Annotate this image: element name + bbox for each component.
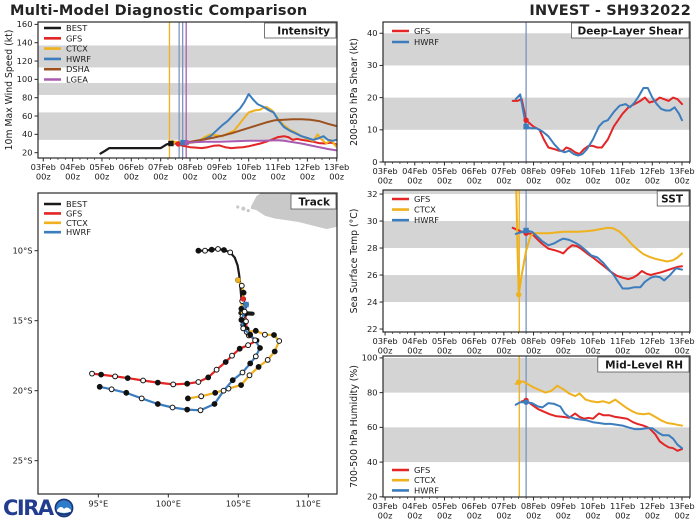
legend-label-best: BEST bbox=[66, 199, 88, 209]
x-tick-sublabel: 00z bbox=[644, 510, 660, 521]
x-tick-label: 08Feb bbox=[177, 162, 203, 172]
x-tick-sublabel: 00z bbox=[299, 171, 315, 182]
x-tick-sublabel: 00z bbox=[211, 171, 227, 182]
x-tick-sublabel: 00z bbox=[466, 175, 482, 186]
x-tick-sublabel: 00z bbox=[496, 175, 512, 186]
x-tick-label: 04Feb bbox=[402, 166, 428, 176]
x-tick-sublabel: 00z bbox=[674, 345, 690, 356]
figure-title: Multi-Model Diagnostic Comparison bbox=[10, 3, 308, 19]
legend-label-gfs: GFS bbox=[66, 33, 83, 44]
x-tick-label: 03Feb bbox=[30, 162, 56, 172]
init-marker-ctcx bbox=[516, 380, 521, 385]
y-tick-label: 20 bbox=[366, 491, 378, 502]
x-tick-label: 95°E bbox=[88, 498, 109, 509]
legend-label-hwrf: HWRF bbox=[414, 215, 439, 226]
x-tick-sublabel: 00z bbox=[555, 510, 571, 521]
x-tick-sublabel: 00z bbox=[436, 345, 452, 356]
x-tick-sublabel: 00z bbox=[377, 345, 393, 356]
x-tick-sublabel: 00z bbox=[526, 510, 541, 521]
legend-label-hwrf: HWRF bbox=[66, 227, 91, 238]
legend-label-hwrf: HWRF bbox=[414, 485, 439, 496]
y-tick-label: 30 bbox=[366, 60, 378, 71]
y-axis-label: 10m Max Wind Speed (kt) bbox=[4, 29, 15, 151]
y-tick-label: 22 bbox=[366, 323, 378, 334]
y-tick-label: 32 bbox=[366, 188, 378, 199]
x-tick-label: 09Feb bbox=[206, 162, 232, 172]
cira-globe-icon bbox=[54, 498, 74, 518]
x-tick-label: 07Feb bbox=[491, 501, 517, 511]
x-tick-sublabel: 00z bbox=[585, 175, 601, 186]
x-tick-label: 06Feb bbox=[461, 166, 487, 176]
x-tick-sublabel: 00z bbox=[377, 510, 393, 521]
legend-label-lgea: LGEA bbox=[66, 74, 88, 85]
panel-title: Deep-Layer Shear bbox=[577, 25, 683, 38]
y-tick-label: 80 bbox=[21, 92, 33, 103]
x-tick-sublabel: 00z bbox=[585, 510, 601, 521]
y-axis-label: 700-500 hPa Humidity (%) bbox=[349, 365, 360, 488]
x-tick-label: 105°E bbox=[225, 498, 251, 509]
legend-label-hwrf: HWRF bbox=[414, 37, 439, 47]
y-tick-label: 100 bbox=[361, 352, 378, 363]
y-tick-label: 20 bbox=[21, 147, 33, 158]
legend-label-best: BEST bbox=[66, 23, 88, 33]
panel-title: Intensity bbox=[277, 25, 330, 38]
x-tick-label: 10Feb bbox=[580, 336, 606, 346]
panel-title: Mid-Level RH bbox=[605, 359, 683, 372]
x-tick-label: 03Feb bbox=[372, 336, 398, 346]
x-tick-sublabel: 00z bbox=[377, 175, 393, 186]
y-tick-label: 80 bbox=[366, 387, 378, 398]
x-tick-label: 11Feb bbox=[265, 162, 291, 172]
legend-label-gfs: GFS bbox=[414, 465, 431, 475]
x-tick-label: 08Feb bbox=[520, 336, 547, 346]
x-tick-label: 08Feb bbox=[520, 166, 547, 176]
x-tick-label: 09Feb bbox=[550, 501, 576, 511]
legend-label-ctcx: CTCX bbox=[414, 204, 436, 215]
legend-label-hwrf: HWRF bbox=[66, 53, 91, 64]
y-tick-label: 15°S bbox=[12, 315, 33, 326]
x-tick-sublabel: 00z bbox=[615, 175, 631, 186]
y-tick-label: 160 bbox=[16, 19, 33, 30]
x-tick-label: 13Feb bbox=[669, 166, 695, 176]
x-tick-sublabel: 00z bbox=[182, 171, 198, 182]
x-tick-label: 06Feb bbox=[118, 162, 144, 172]
x-tick-sublabel: 00z bbox=[466, 510, 482, 521]
x-tick-label: 11Feb bbox=[609, 501, 636, 511]
x-tick-label: 07Feb bbox=[491, 336, 517, 346]
y-tick-label: 40 bbox=[366, 28, 378, 39]
x-tick-label: 12Feb bbox=[294, 162, 320, 172]
x-tick-label: 10Feb bbox=[236, 162, 262, 172]
x-tick-label: 12Feb bbox=[639, 336, 665, 346]
y-tick-label: 10 bbox=[366, 124, 378, 135]
x-tick-label: 10Feb bbox=[580, 501, 606, 511]
x-tick-label: 07Feb bbox=[491, 166, 517, 176]
x-tick-sublabel: 00z bbox=[436, 510, 452, 521]
x-tick-sublabel: 00z bbox=[35, 171, 51, 182]
x-tick-sublabel: 00z bbox=[407, 345, 423, 356]
x-tick-sublabel: 00z bbox=[674, 175, 690, 186]
y-tick-label: 10°S bbox=[12, 245, 33, 256]
x-tick-label: 12Feb bbox=[639, 166, 665, 176]
x-tick-sublabel: 00z bbox=[615, 345, 631, 356]
legend-label-gfs: GFS bbox=[66, 208, 83, 219]
y-tick-label: 40 bbox=[366, 456, 378, 467]
x-tick-label: 08Feb bbox=[520, 501, 547, 511]
x-tick-label: 11Feb bbox=[609, 166, 636, 176]
x-tick-sublabel: 00z bbox=[241, 171, 257, 182]
x-tick-sublabel: 00z bbox=[644, 345, 660, 356]
x-tick-label: 05Feb bbox=[431, 501, 458, 511]
x-tick-label: 12Feb bbox=[639, 501, 665, 511]
x-tick-sublabel: 00z bbox=[466, 345, 482, 356]
x-tick-label: 04Feb bbox=[402, 336, 428, 346]
y-tick-label: 40 bbox=[21, 129, 33, 140]
x-tick-label: 09Feb bbox=[550, 336, 576, 346]
x-tick-label: 10Feb bbox=[580, 166, 606, 176]
x-tick-label: 05Feb bbox=[431, 336, 458, 346]
panel-title: SST bbox=[661, 193, 683, 206]
legend-label-dsha: DSHA bbox=[66, 64, 90, 75]
x-tick-label: 06Feb bbox=[461, 336, 487, 346]
y-tick-label: 28 bbox=[366, 242, 378, 253]
category-band bbox=[383, 427, 690, 462]
x-tick-sublabel: 00z bbox=[123, 171, 139, 182]
x-tick-sublabel: 00z bbox=[407, 510, 423, 521]
y-tick-label: 140 bbox=[16, 37, 33, 48]
y-tick-label: 0 bbox=[372, 156, 378, 167]
y-axis-label: 200-850 hPa Shear (kt) bbox=[349, 38, 360, 146]
y-tick-label: 26 bbox=[366, 269, 378, 280]
x-tick-label: 110°E bbox=[295, 498, 321, 509]
x-tick-sublabel: 00z bbox=[436, 175, 452, 186]
cira-logo-text: CIRA bbox=[3, 496, 53, 520]
x-tick-label: 03Feb bbox=[372, 501, 398, 511]
y-tick-label: 25°S bbox=[12, 455, 33, 466]
x-tick-label: 100°E bbox=[155, 498, 181, 509]
x-tick-sublabel: 00z bbox=[615, 510, 631, 521]
init-marker-hwrf bbox=[523, 399, 528, 404]
x-tick-label: 09Feb bbox=[550, 166, 576, 176]
x-tick-sublabel: 00z bbox=[94, 171, 110, 182]
x-tick-label: 13Feb bbox=[669, 501, 695, 511]
x-tick-sublabel: 00z bbox=[526, 175, 541, 186]
y-tick-label: 60 bbox=[21, 110, 33, 121]
x-tick-label: 13Feb bbox=[669, 336, 695, 346]
y-tick-label: 24 bbox=[366, 296, 378, 307]
legend-label-ctcx: CTCX bbox=[414, 475, 436, 486]
y-tick-label: 30 bbox=[366, 215, 378, 226]
y-tick-label: 60 bbox=[366, 422, 378, 433]
x-tick-sublabel: 00z bbox=[585, 345, 601, 356]
legend-label-ctcx: CTCX bbox=[66, 217, 88, 228]
x-tick-label: 05Feb bbox=[89, 162, 115, 172]
x-tick-label: 11Feb bbox=[609, 336, 636, 346]
x-tick-sublabel: 00z bbox=[496, 345, 512, 356]
panel-title: Track bbox=[298, 196, 330, 209]
legend-label-gfs: GFS bbox=[414, 194, 431, 204]
legend-label-ctcx: CTCX bbox=[66, 43, 88, 54]
y-tick-label: 100 bbox=[16, 74, 33, 85]
x-tick-sublabel: 00z bbox=[407, 175, 423, 186]
y-tick-label: 120 bbox=[16, 55, 33, 66]
y-tick-label: 20°S bbox=[12, 385, 33, 396]
x-tick-sublabel: 00z bbox=[496, 510, 512, 521]
x-tick-sublabel: 00z bbox=[555, 345, 571, 356]
x-tick-label: 04Feb bbox=[59, 162, 86, 172]
x-tick-label: 04Feb bbox=[402, 501, 428, 511]
legend-label-gfs: GFS bbox=[414, 26, 431, 36]
x-tick-sublabel: 00z bbox=[65, 171, 81, 182]
x-tick-label: 05Feb bbox=[431, 166, 458, 176]
storm-id-title: INVEST - SH932022 bbox=[529, 3, 691, 19]
x-tick-label: 07Feb bbox=[148, 162, 174, 172]
y-tick-label: 20 bbox=[366, 92, 378, 103]
x-tick-sublabel: 00z bbox=[526, 345, 541, 356]
x-tick-sublabel: 00z bbox=[153, 171, 169, 182]
y-axis-label: Sea Surface Temp (°C) bbox=[349, 208, 360, 314]
x-tick-sublabel: 00z bbox=[270, 171, 286, 182]
x-tick-label: 06Feb bbox=[461, 501, 487, 511]
x-tick-sublabel: 00z bbox=[555, 175, 571, 186]
x-tick-sublabel: 00z bbox=[329, 171, 345, 182]
x-tick-sublabel: 00z bbox=[644, 175, 660, 186]
x-tick-sublabel: 00z bbox=[674, 510, 690, 521]
x-tick-label: 13Feb bbox=[324, 162, 350, 172]
x-tick-label: 03Feb bbox=[372, 166, 398, 176]
cira-logo bbox=[3, 496, 74, 520]
